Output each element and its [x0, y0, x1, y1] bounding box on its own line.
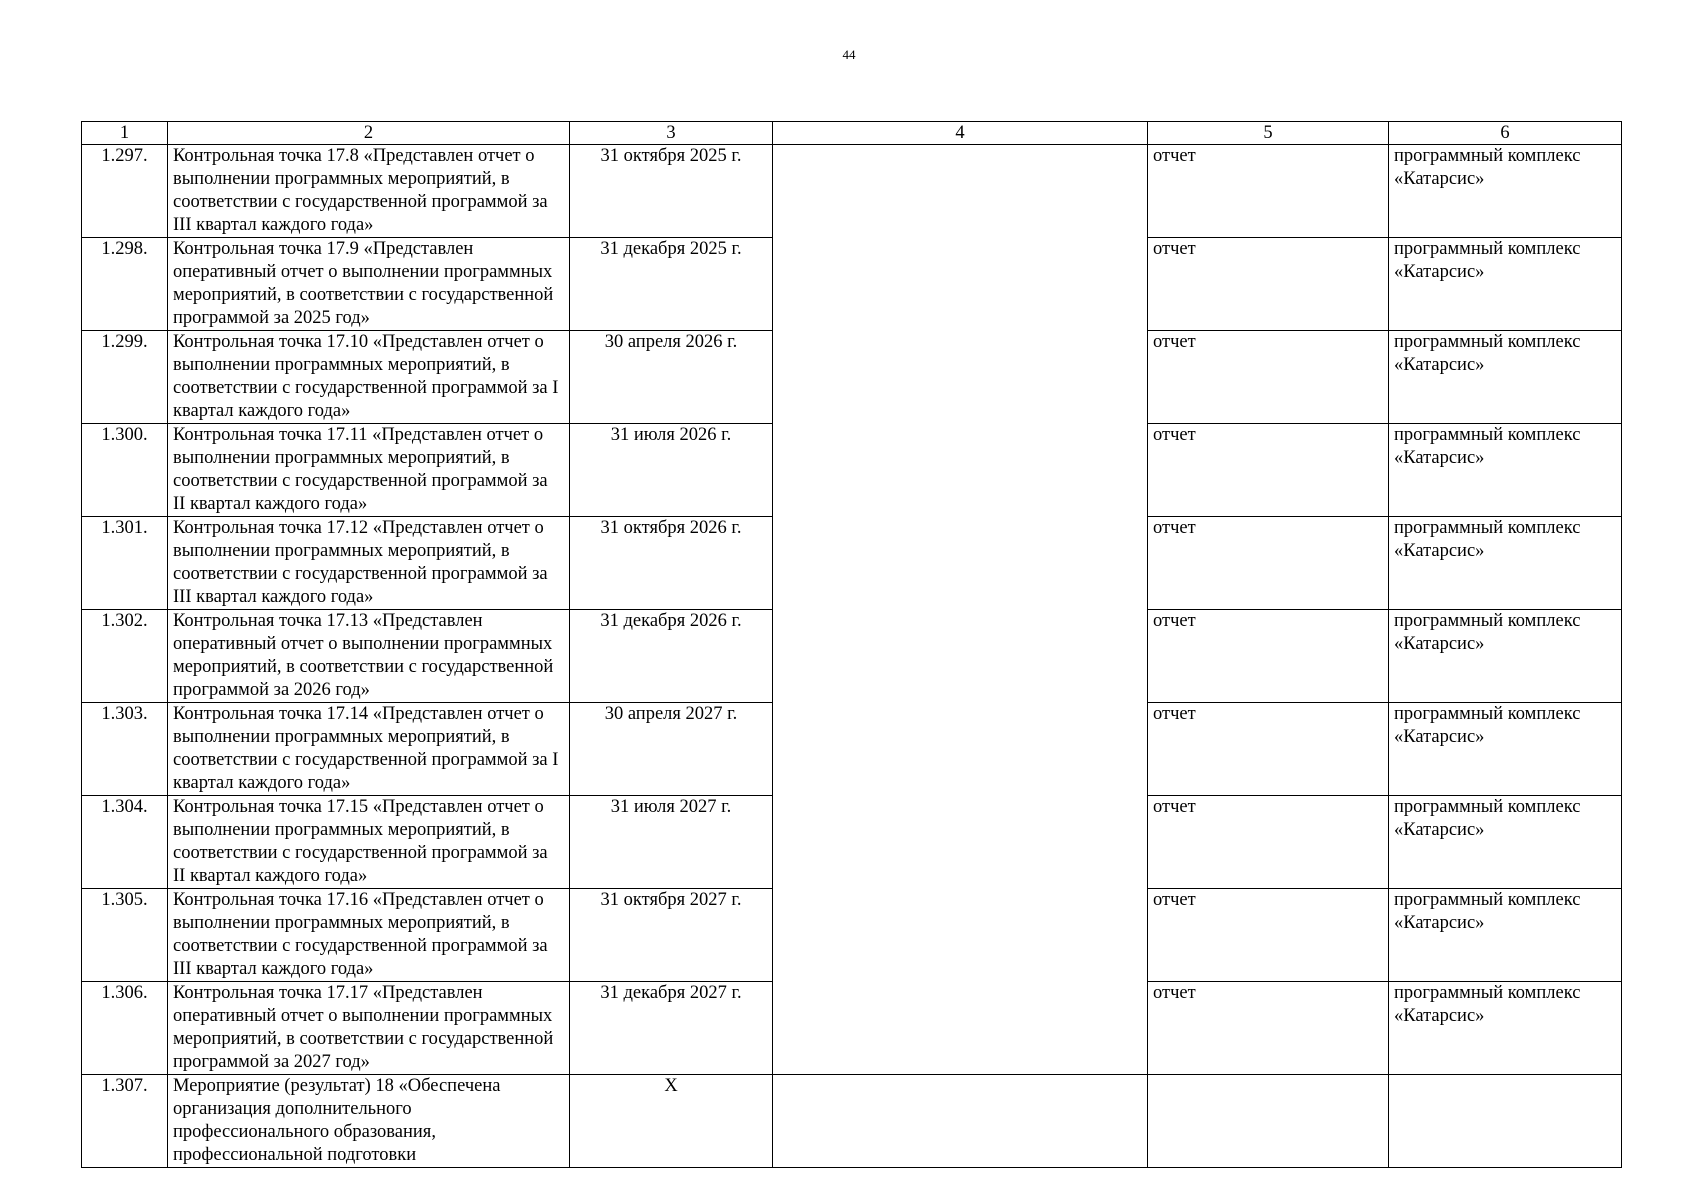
row-number: 1.304.	[82, 796, 168, 889]
column-header-2: 2	[168, 122, 570, 145]
row-document-type: отчет	[1148, 424, 1389, 517]
table-header-row	[82, 122, 1622, 145]
row-description: Контрольная точка 17.10 «Представлен отчет о выполнении программных мероприятий, в соответствии с государственной программой за I квартал каждого года»	[168, 331, 570, 424]
row-description: Контрольная точка 17.11 «Представлен отчет о выполнении программных мероприятий, в соответствии с государственной программой за II квартал каждого года»	[168, 424, 570, 517]
column-header-1: 1	[82, 122, 168, 145]
row-number: 1.307.	[82, 1075, 168, 1168]
row-number: 1.303.	[82, 703, 168, 796]
row-system: программный комплекс «Катарсис»	[1389, 796, 1622, 889]
column-header-5: 5	[1148, 122, 1389, 145]
control-points-table	[81, 121, 1622, 1168]
row-date: X	[570, 1075, 773, 1168]
row-description: Контрольная точка 17.14 «Представлен отчет о выполнении программных мероприятий, в соответствии с государственной программой за I квартал каждого года»	[168, 703, 570, 796]
row-system: программный комплекс «Катарсис»	[1389, 517, 1622, 610]
row-date: 31 июля 2027 г.	[570, 796, 773, 889]
row-date: 30 апреля 2027 г.	[570, 703, 773, 796]
row-document-type	[1148, 1075, 1389, 1168]
row-column-4	[773, 1075, 1148, 1168]
row-number: 1.305.	[82, 889, 168, 982]
row-document-type: отчет	[1148, 238, 1389, 331]
row-document-type: отчет	[1148, 331, 1389, 424]
row-description: Контрольная точка 17.12 «Представлен отчет о выполнении программных мероприятий, в соответствии с государственной программой за III квартал каждого года»	[168, 517, 570, 610]
row-system: программный комплекс «Катарсис»	[1389, 610, 1622, 703]
row-document-type: отчет	[1148, 145, 1389, 238]
row-system: программный комплекс «Катарсис»	[1389, 889, 1622, 982]
column-header-6: 6	[1389, 122, 1622, 145]
table-row	[82, 1075, 1622, 1168]
row-description: Контрольная точка 17.15 «Представлен отчет о выполнении программных мероприятий, в соответствии с государственной программой за II квартал каждого года»	[168, 796, 570, 889]
row-system: программный комплекс «Катарсис»	[1389, 331, 1622, 424]
row-date: 30 апреля 2026 г.	[570, 331, 773, 424]
page-number: 44	[842, 47, 856, 62]
row-description: Контрольная точка 17.9 «Представлен оперативный отчет о выполнении программных мероприятий, в соответствии с государственной программой за 2025 год»	[168, 238, 570, 331]
row-system: программный комплекс «Катарсис»	[1389, 238, 1622, 331]
table-row	[82, 145, 1622, 238]
column-header-3: 3	[570, 122, 773, 145]
row-document-type: отчет	[1148, 517, 1389, 610]
row-document-type: отчет	[1148, 610, 1389, 703]
row-column-4-merged	[773, 145, 1148, 1075]
row-number: 1.306.	[82, 982, 168, 1075]
row-document-type: отчет	[1148, 982, 1389, 1075]
row-date: 31 октября 2027 г.	[570, 889, 773, 982]
row-description: Контрольная точка 17.17 «Представлен оперативный отчет о выполнении программных мероприятий, в соответствии с государственной программой за 2027 год»	[168, 982, 570, 1075]
row-number: 1.297.	[82, 145, 168, 238]
row-document-type: отчет	[1148, 796, 1389, 889]
row-number: 1.300.	[82, 424, 168, 517]
row-date: 31 декабря 2026 г.	[570, 610, 773, 703]
row-system: программный комплекс «Катарсис»	[1389, 145, 1622, 238]
row-description: Контрольная точка 17.16 «Представлен отчет о выполнении программных мероприятий, в соответствии с государственной программой за III квартал каждого года»	[168, 889, 570, 982]
row-system: программный комплекс «Катарсис»	[1389, 424, 1622, 517]
row-date: 31 октября 2025 г.	[570, 145, 773, 238]
row-date: 31 декабря 2027 г.	[570, 982, 773, 1075]
row-document-type: отчет	[1148, 703, 1389, 796]
row-description: Контрольная точка 17.13 «Представлен оперативный отчет о выполнении программных мероприятий, в соответствии с государственной программой за 2026 год»	[168, 610, 570, 703]
row-description: Контрольная точка 17.8 «Представлен отчет о выполнении программных мероприятий, в соответствии с государственной программой за III квартал каждого года»	[168, 145, 570, 238]
row-number: 1.302.	[82, 610, 168, 703]
row-number: 1.301.	[82, 517, 168, 610]
row-number: 1.299.	[82, 331, 168, 424]
row-number: 1.298.	[82, 238, 168, 331]
row-date: 31 июля 2026 г.	[570, 424, 773, 517]
row-date: 31 октября 2026 г.	[570, 517, 773, 610]
row-system: программный комплекс «Катарсис»	[1389, 703, 1622, 796]
row-system: программный комплекс «Катарсис»	[1389, 982, 1622, 1075]
column-header-4: 4	[773, 122, 1148, 145]
row-document-type: отчет	[1148, 889, 1389, 982]
row-date: 31 декабря 2025 г.	[570, 238, 773, 331]
row-description: Мероприятие (результат) 18 «Обеспечена организация дополнительного профессионального образования, профессиональной подготовки	[168, 1075, 570, 1168]
row-system	[1389, 1075, 1622, 1168]
